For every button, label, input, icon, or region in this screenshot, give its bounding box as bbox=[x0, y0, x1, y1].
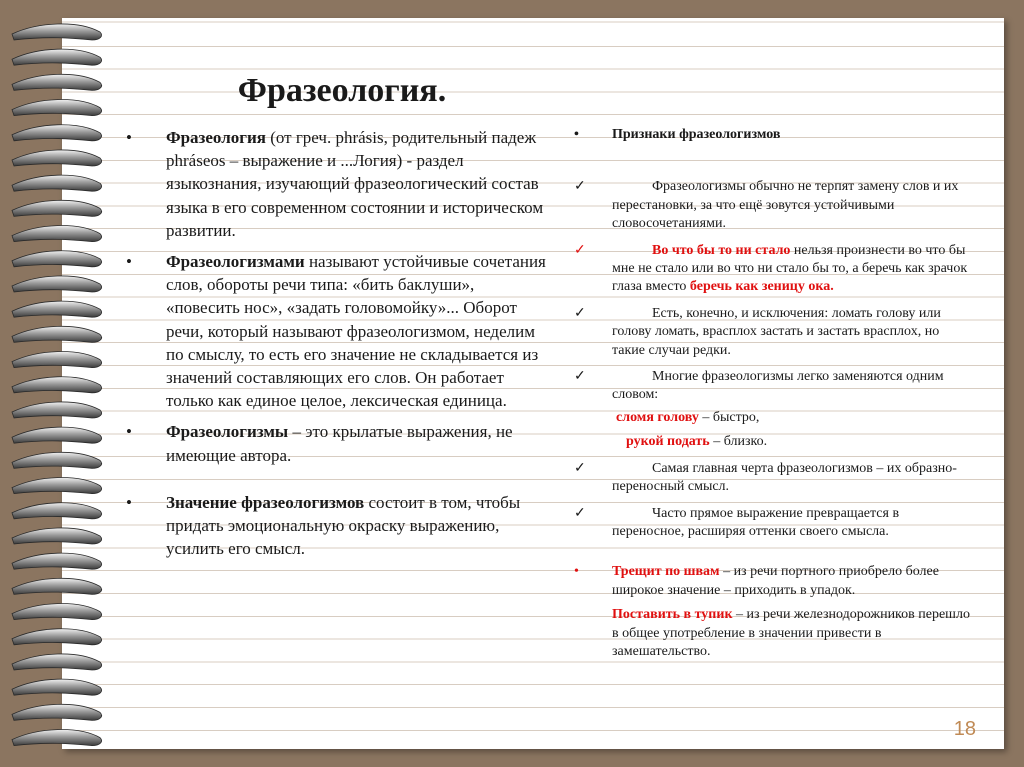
definition-text: состоит в том, чтобы придать эмоциональную окраску выражению, усилить его смысл. bbox=[166, 492, 521, 559]
spiral-coil bbox=[12, 478, 102, 494]
definition-item bbox=[126, 420, 546, 466]
spiral-coil bbox=[12, 24, 102, 40]
checkmark-icon: ✓ bbox=[574, 179, 586, 195]
spiral-coil bbox=[12, 326, 102, 342]
idiom-highlight: Во что бы то ни стало bbox=[652, 242, 791, 258]
term: Фразеологизмами bbox=[166, 252, 305, 272]
spiral-coil bbox=[12, 402, 102, 418]
bullet: • bbox=[126, 492, 132, 512]
spiral-binding bbox=[8, 20, 108, 760]
checkmark-icon: ✓ bbox=[574, 305, 586, 321]
bullet: • bbox=[126, 252, 132, 272]
term: Фразеология bbox=[166, 128, 266, 147]
feature-item bbox=[574, 460, 974, 497]
definition-item bbox=[126, 491, 546, 561]
feature-item bbox=[574, 368, 974, 405]
spiral-coil bbox=[12, 704, 102, 720]
spiral-coil bbox=[12, 251, 102, 267]
example-text: – близко. bbox=[709, 434, 768, 450]
spiral-coil bbox=[12, 175, 102, 191]
feature-text: Есть, конечно, и исключения: ломать голову или голову ломать, врасплох застать и застать врасплох, но такие случаи редки. bbox=[612, 305, 941, 358]
checkmark-icon: ✓ bbox=[574, 369, 586, 385]
spiral-coil bbox=[12, 528, 102, 544]
spiral-coil bbox=[12, 377, 102, 393]
origin-text: – из речи железнодорожников перешло в общее употребление в значении привести в замешательство. bbox=[612, 607, 970, 659]
origin-text: – из речи портного приобрело более широкое значение – приходить в упадок. bbox=[612, 564, 939, 598]
spiral-coil bbox=[12, 578, 102, 594]
feature-item bbox=[574, 305, 974, 360]
spiral-coil bbox=[12, 200, 102, 216]
bullet: • bbox=[574, 564, 579, 580]
spiral-coil bbox=[12, 125, 102, 141]
slide-title: Фразеология. bbox=[237, 72, 447, 109]
example-item bbox=[574, 433, 974, 451]
bullet: • bbox=[126, 128, 132, 147]
spiral-coil bbox=[12, 226, 102, 242]
bullet: • bbox=[126, 422, 132, 442]
feature-text: Часто прямое выражение превращается в переносное, расширяя оттенки своего смысла. bbox=[612, 505, 900, 539]
spiral-coil bbox=[12, 604, 102, 620]
spiral-coil bbox=[12, 352, 102, 368]
definition-text: (от греч. phrásis, родительный падеж phráseos – выражение и ...Логия) - раздел языкознания, изучающий фразеологический состав языка в его современном состоянии и историческом развитии. bbox=[166, 128, 544, 240]
bullet: • bbox=[574, 127, 579, 142]
spiral-coil bbox=[12, 503, 102, 519]
definition-text: – это крылатые выражения, не имеющие автора. bbox=[166, 422, 513, 465]
checkmark-icon: ✓ bbox=[574, 460, 586, 476]
checkmark-icon: ✓ bbox=[574, 505, 586, 521]
example-item bbox=[574, 409, 974, 427]
checkmark-icon: ✓ bbox=[574, 242, 586, 258]
spiral-coil bbox=[12, 427, 102, 443]
idiom-origin-item bbox=[574, 563, 974, 600]
idiom-highlight: сломя голову bbox=[616, 409, 699, 425]
spiral-coil bbox=[12, 150, 102, 166]
idiom-highlight: Трещит по швам bbox=[612, 564, 720, 580]
page-number: 18 bbox=[953, 718, 976, 740]
idiom-origin-item bbox=[574, 606, 974, 661]
spiral-coil bbox=[12, 49, 102, 65]
feature-text: Самая главная черта фразеологизмов – их образно-переносный смысл. bbox=[612, 460, 957, 495]
feature-text: нельзя произнести во что бы мне не стало или во что ни стало бы то, а беречь как зрачок глаза вместо bbox=[612, 242, 968, 295]
definition-item bbox=[126, 250, 546, 412]
feature-item bbox=[574, 505, 974, 542]
spiral-coil bbox=[12, 654, 102, 670]
term: Значение фразеологизмов bbox=[166, 492, 365, 512]
term: Фразеологизмы bbox=[166, 422, 289, 442]
spiral-coil bbox=[12, 301, 102, 317]
spiral-coil bbox=[12, 553, 102, 569]
feature-item bbox=[574, 242, 974, 297]
spiral-coil bbox=[12, 679, 102, 695]
idiom-highlight: Поставить в тупик bbox=[612, 607, 733, 623]
features-heading bbox=[574, 126, 974, 144]
feature-item bbox=[574, 178, 974, 233]
spiral-coil bbox=[12, 452, 102, 468]
definition-item bbox=[126, 126, 546, 242]
example-text: – быстро, bbox=[698, 409, 760, 425]
heading-text: Признаки фразеологизмов bbox=[612, 127, 781, 142]
feature-text: Многие фразеологизмы легко заменяются одним словом: bbox=[612, 369, 944, 403]
spiral-coil bbox=[12, 730, 102, 746]
idiom-highlight: рукой подать bbox=[626, 434, 710, 450]
idiom-highlight: беречь как зеницу ока. bbox=[689, 279, 834, 295]
feature-text: Фразеологизмы обычно не терпят замену слов и их перестановки, за что ещё зовутся устойчивыми словосочетаниями. bbox=[612, 179, 959, 232]
spiral-coil bbox=[12, 276, 102, 292]
definition-text: называют устойчивые сочетания слов, обороты речи типа: «бить баклуши», «повесить нос», «задать головомойку»... Оборот речи, который называют фразеологизмом, неделим по смыслу, то есть его значение не складывается из значений составляющих его слов. Он работает только как единое целое, лексическая единица. bbox=[166, 252, 546, 411]
right-column bbox=[574, 126, 974, 669]
spiral-coil bbox=[12, 629, 102, 645]
left-column bbox=[126, 126, 546, 568]
